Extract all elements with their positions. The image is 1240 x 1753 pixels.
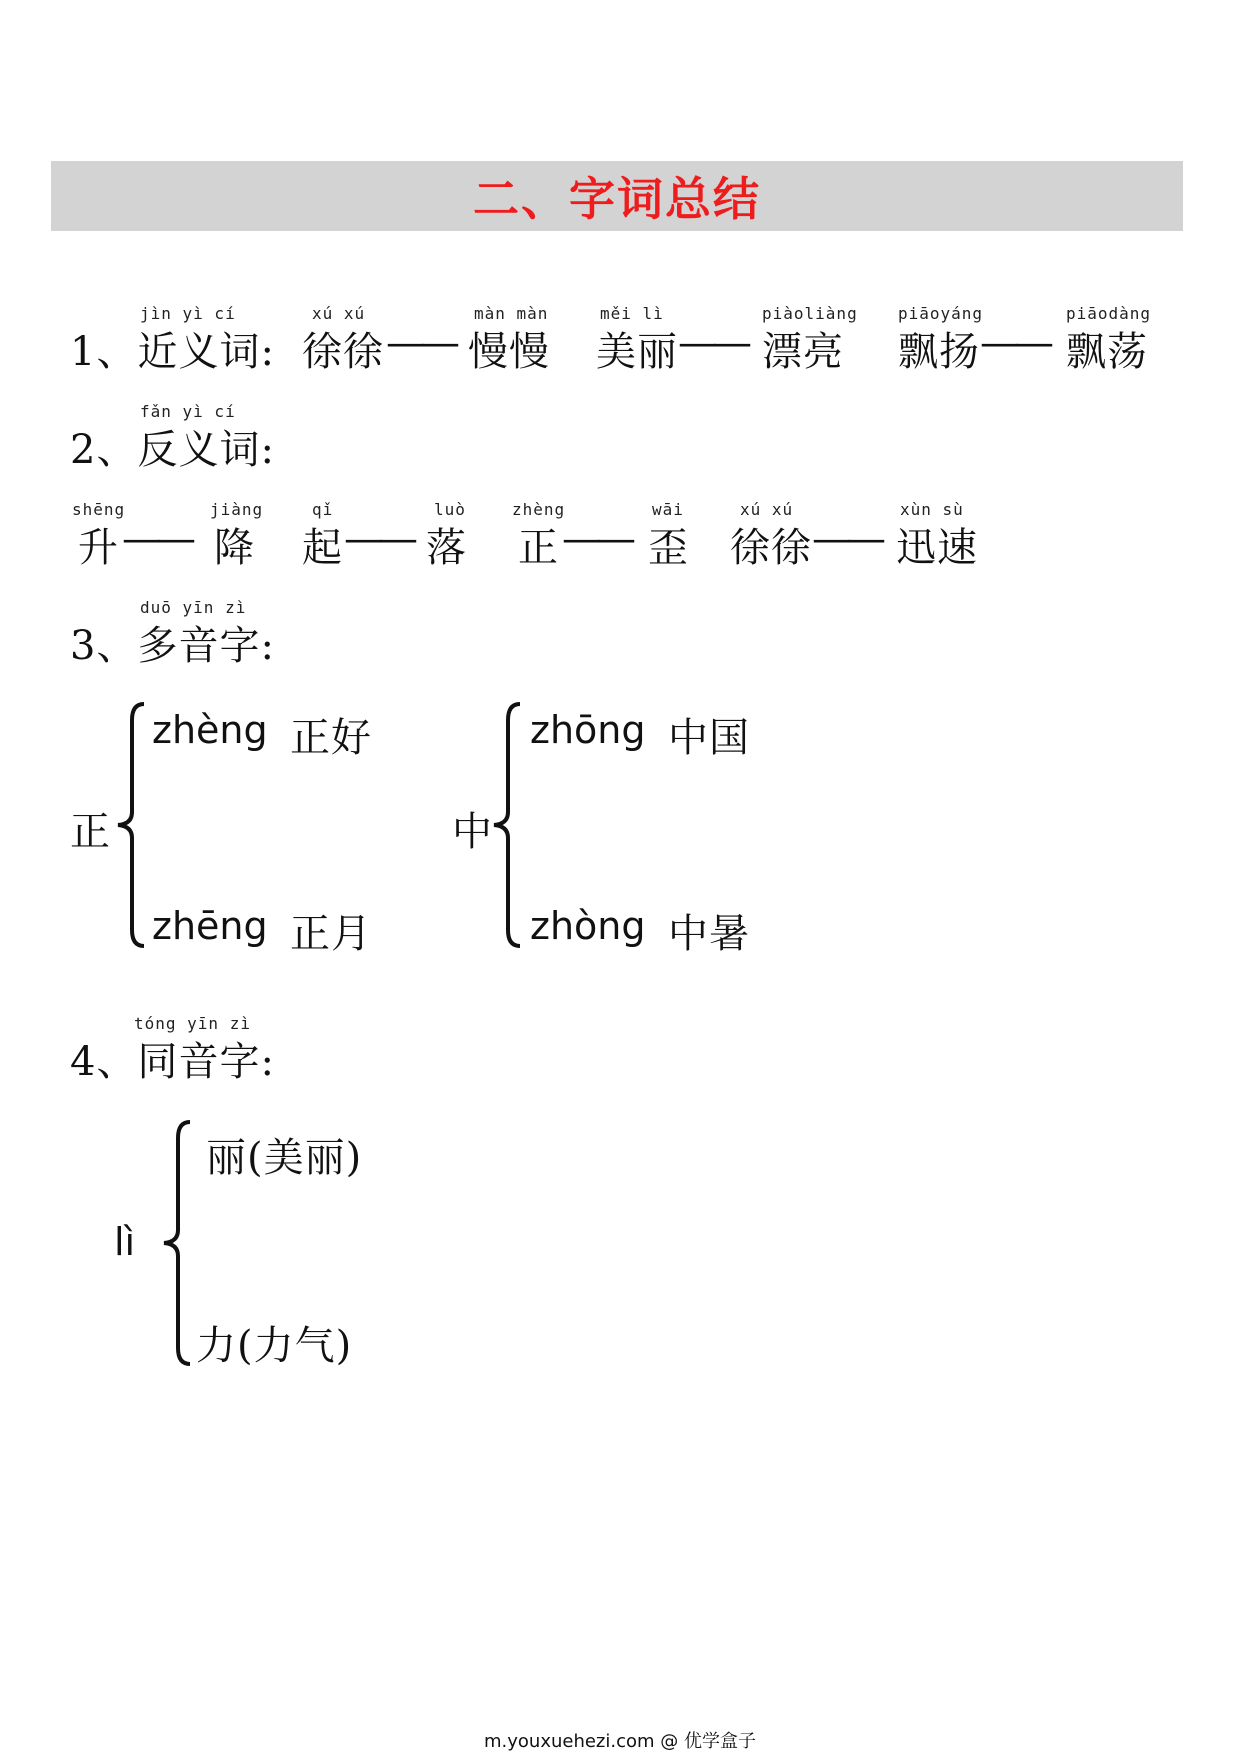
- pinyin: wāi: [652, 500, 684, 519]
- antonyms-row: [0, 496, 1240, 596]
- synonyms-row: [0, 300, 1240, 400]
- pinyin-reading: zhēng: [152, 904, 268, 948]
- example-word: 中国: [668, 715, 750, 761]
- dash: ——: [812, 516, 880, 562]
- polyphonic-heading: [0, 594, 1240, 694]
- dash: ——: [122, 516, 190, 562]
- curly-brace-icon: [156, 1118, 196, 1368]
- pinyin: qǐ: [312, 500, 334, 519]
- pinyin: luò: [434, 500, 466, 519]
- word: 落: [426, 525, 467, 571]
- footer-source: m.youxuehezi.com @ 优学盒子: [483, 1731, 756, 1752]
- word: 正: [518, 525, 559, 571]
- dash: ——: [344, 516, 412, 562]
- word: 起: [302, 525, 343, 571]
- example-word: 正好: [290, 715, 372, 761]
- homophone-word: 丽(美丽): [206, 1135, 363, 1181]
- homophone-label-pinyin: tóng yīn zì: [134, 1014, 251, 1033]
- word: 漂亮: [762, 329, 844, 375]
- polyphonic-char: 正: [70, 809, 111, 855]
- word: 飘荡: [1066, 329, 1148, 375]
- synonyms-label-pinyin: jìn yì cí: [140, 304, 236, 323]
- pinyin: jiàng: [210, 500, 264, 519]
- word: 歪: [648, 525, 689, 571]
- word: 美丽: [596, 329, 678, 375]
- dash: ——: [980, 320, 1048, 366]
- pinyin-reading: zhōng: [530, 708, 646, 752]
- pinyin-reading: zhèng: [152, 708, 268, 752]
- homophone-label: 4、同音字:: [70, 1039, 275, 1085]
- pinyin-reading: zhòng: [530, 904, 646, 948]
- pinyin: xú xú: [312, 304, 366, 323]
- synonyms-label: 1、近义词:: [70, 329, 275, 375]
- example-word: 中暑: [668, 911, 750, 957]
- pinyin: shēng: [72, 500, 126, 519]
- polyphonic-label: 3、多音字:: [70, 623, 275, 669]
- pinyin: piàoliàng: [762, 304, 858, 323]
- homophone-sound: lì: [114, 1220, 136, 1264]
- word: 迅速: [896, 525, 978, 571]
- word: 慢慢: [468, 329, 550, 375]
- antonyms-heading: [0, 398, 1240, 498]
- word: 徐徐: [730, 525, 812, 571]
- pinyin: piāodàng: [1066, 304, 1152, 323]
- pinyin: měi lì: [600, 304, 664, 323]
- dash: ——: [386, 320, 454, 366]
- section-title: 二、字词总结: [473, 172, 761, 226]
- homophone-word: 力(力气): [196, 1323, 353, 1369]
- word: 飘扬: [898, 329, 980, 375]
- dash: ——: [562, 516, 630, 562]
- curly-brace-icon: [110, 700, 150, 950]
- section-banner: [51, 161, 1183, 231]
- pinyin: zhèng: [512, 500, 566, 519]
- polyphonic-char: 中: [452, 809, 493, 855]
- example-word: 正月: [290, 911, 372, 957]
- word: 升: [78, 525, 119, 571]
- dash: ——: [678, 320, 746, 366]
- antonyms-label: 2、反义词:: [70, 427, 275, 473]
- homophone-heading: [0, 1010, 1240, 1110]
- pinyin: màn màn: [474, 304, 549, 323]
- pinyin: xú xú: [740, 500, 794, 519]
- curly-brace-icon: [486, 700, 526, 950]
- pinyin: piāoyáng: [898, 304, 984, 323]
- pinyin: xùn sù: [900, 500, 964, 519]
- polyphonic-label-pinyin: duō yīn zì: [140, 598, 247, 617]
- word: 降: [214, 525, 255, 571]
- antonyms-label-pinyin: fǎn yì cí: [140, 402, 236, 421]
- word: 徐徐: [302, 329, 384, 375]
